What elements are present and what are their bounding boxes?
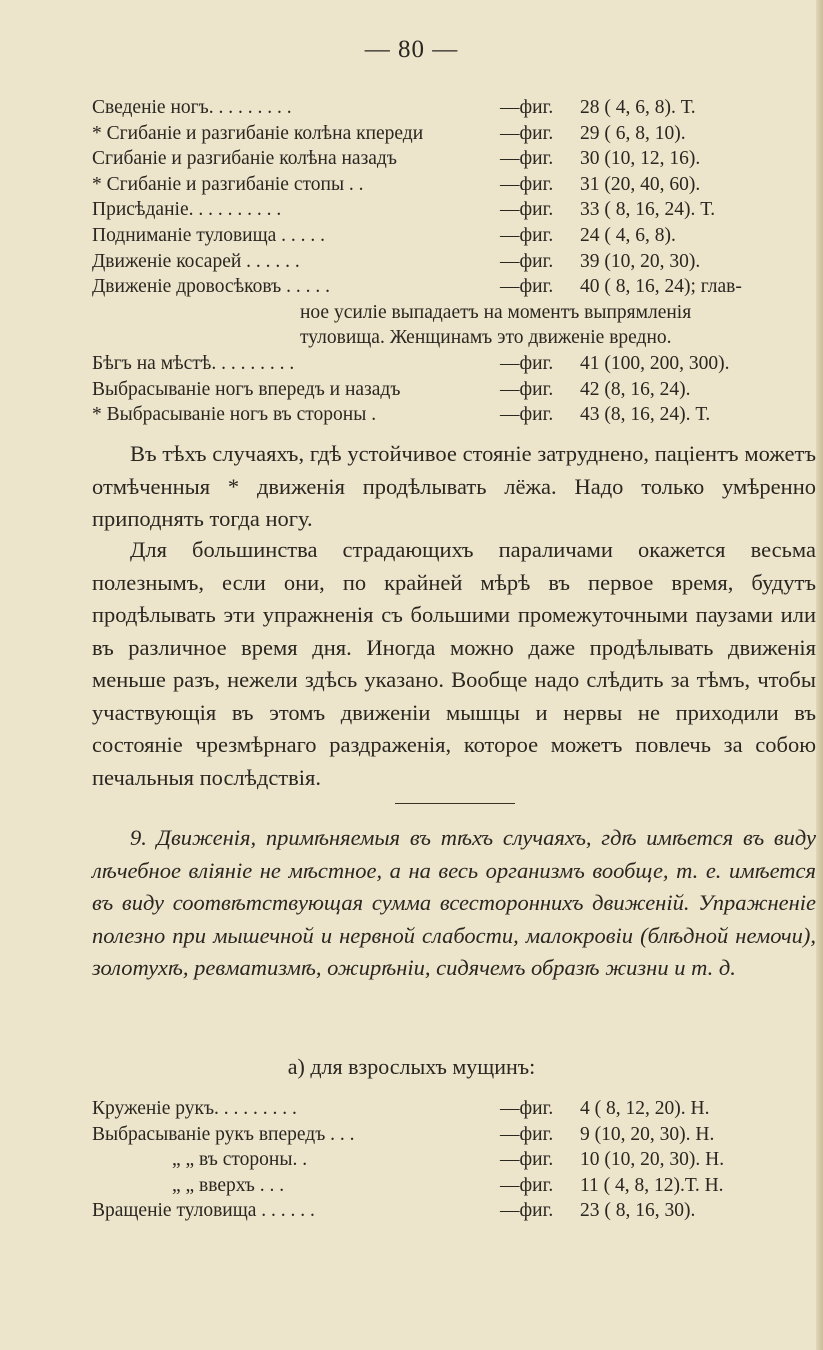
subheading-adult-men: а) для взрослыхъ мущинъ: [287, 1054, 536, 1079]
figure-ref: —фиг. [500, 404, 554, 426]
exercise-name: Подниманіе туловища . . . . . [92, 224, 326, 246]
exercise-name: Движеніе косарей . . . . . . [92, 250, 300, 272]
figure-ref: —фиг. [500, 250, 554, 272]
exercise-note-line [92, 300, 812, 326]
figure-reps: 39 (10, 20, 30). [580, 250, 701, 272]
exercise-name: „ „ вверхъ . . . [172, 1174, 285, 1196]
figure-ref: —фиг. [500, 148, 554, 170]
figure-reps: 33 ( 8, 16, 24). Т. [580, 199, 716, 221]
figure-ref: —фиг. [500, 173, 554, 195]
exercise-name: Движеніе дровосѣковъ . . . . . [92, 276, 330, 298]
figure-reps: 24 ( 4, 6, 8). [580, 224, 676, 246]
exercise-name: Сведеніе ногъ. . . . . . . . . [92, 97, 292, 118]
figure-ref: —фиг. [500, 97, 554, 118]
section-divider [395, 803, 515, 804]
page-edge-shadow [816, 0, 823, 1350]
figure-ref: —фиг. [500, 199, 554, 221]
exercise-row [92, 172, 812, 198]
exercise-name: * Сгибаніе и разгибаніе стопы . . [92, 173, 364, 195]
exercise-name: Вращеніе туловища . . . . . . [92, 1200, 315, 1222]
figure-ref: —фиг. [500, 1123, 554, 1145]
exercise-row [92, 223, 812, 249]
exercise-row [92, 351, 812, 377]
exercise-row [92, 249, 812, 275]
exercise-name: * Сгибаніе и разгибаніе колѣна кпереди [92, 122, 424, 144]
figure-reps: 43 (8, 16, 24). Т. [580, 404, 711, 426]
figure-ref: —фиг. [500, 1174, 554, 1196]
figure-ref: —фиг. [500, 1098, 554, 1119]
exercise-row [92, 1122, 812, 1148]
figure-ref: —фиг. [500, 224, 554, 246]
exercise-name: * Выбрасываніе ногъ въ стороны . [92, 404, 377, 426]
exercise-list-top [92, 95, 812, 428]
figure-ref: —фиг. [500, 1149, 554, 1171]
figure-reps: 28 ( 4, 6, 8). Т. [580, 97, 696, 118]
exercise-note-line [92, 325, 812, 351]
exercise-row [92, 274, 812, 300]
figure-ref: —фиг. [500, 378, 554, 400]
exercise-row [92, 197, 812, 223]
exercise-row [92, 1198, 812, 1224]
exercise-row [92, 1173, 812, 1199]
exercise-list-bottom [92, 1096, 812, 1224]
exercise-row [92, 146, 812, 172]
figure-reps: 30 (10, 12, 16). [580, 148, 701, 170]
page-number: — 80 — [364, 36, 459, 63]
figure-ref: —фиг. [500, 352, 554, 374]
figure-reps: 23 ( 8, 16, 30). [580, 1200, 696, 1222]
figure-ref: —фиг. [500, 1200, 554, 1222]
figure-reps: 9 (10, 20, 30). Н. [580, 1123, 715, 1145]
exercise-name: Присѣданіе. . . . . . . . . . [92, 199, 282, 221]
exercise-name: Бѣгъ на мѣстѣ. . . . . . . . . [92, 352, 295, 374]
paragraph-paralysis: Для большинства страдающихъ параличами окажется весьма полезнымъ, если они, по крайней мѣрѣ въ первое время, будутъ продѣлывать эти упражненія съ большими промежуточными паузами или въ различное время дня. Иногда можно даже продѣлывать движенія меньше разъ, нежели здѣсь указано. Вообще надо слѣдить за тѣмъ, чтобы участвующія въ этомъ движеніи мышцы и нервы не приходили въ состояніе чрезмѣрнаго раздраженія, которое можетъ повлечь за собою печальныя послѣдствія. [92, 537, 816, 790]
exercise-note: ное усиліе выпадаетъ на моментъ выпрямленія [300, 301, 692, 323]
exercise-row [92, 95, 812, 121]
exercise-name: Выбрасываніе ногъ впередъ и назадъ [92, 378, 401, 400]
section-9-heading: 9. Движенія, примѣняемыя въ тѣхъ случаяхъ, гдѣ имѣется въ виду лѣчебное вліяніе не мѣстное, а на весь организмъ вообще, т. е. имѣется въ виду соотвѣтствующая сумма всестороннихъ движеній. Упражненіе полезно при мышечной и нервной слабости, малокровіи (блѣдной немочи), золотухѣ, ревматизмѣ, ожирѣніи, сидячемъ образѣ жизни и т. д. [92, 825, 816, 980]
figure-reps: 11 ( 4, 8, 12).Т. Н. [580, 1174, 724, 1196]
figure-reps: 29 ( 6, 8, 10). [580, 122, 686, 144]
exercise-row [92, 121, 812, 147]
exercise-row [92, 1096, 812, 1122]
exercise-row [92, 377, 812, 403]
figure-reps: 10 (10, 20, 30). Н. [580, 1149, 725, 1171]
paragraph-lying-down: Въ тѣхъ случаяхъ, гдѣ устойчивое стояніе затруднено, паціентъ можетъ отмѣченныя * движенія продѣлывать лёжа. Надо только умѣренно приподнять тогда ногу. [92, 441, 816, 531]
exercise-name: Сгибаніе и разгибаніе колѣна назадъ [92, 148, 397, 170]
figure-reps: 31 (20, 40, 60). [580, 173, 701, 195]
figure-reps: 42 (8, 16, 24). [580, 378, 691, 400]
figure-ref: —фиг. [500, 122, 554, 144]
exercise-name: Круженіе рукъ. . . . . . . . . [92, 1098, 297, 1119]
exercise-note: туловища. Женщинамъ это движеніе вредно. [300, 327, 672, 349]
figure-ref: —фиг. [500, 276, 554, 298]
figure-reps: 41 (100, 200, 300). [580, 352, 730, 374]
exercise-row [92, 402, 812, 428]
exercise-row [92, 1147, 812, 1173]
figure-reps: 40 ( 8, 16, 24); глав- [580, 276, 742, 298]
figure-reps: 4 ( 8, 12, 20). Н. [580, 1098, 710, 1119]
exercise-name: „ „ въ стороны. . [172, 1149, 308, 1171]
exercise-name: Выбрасываніе рукъ впередъ . . . [92, 1123, 355, 1145]
